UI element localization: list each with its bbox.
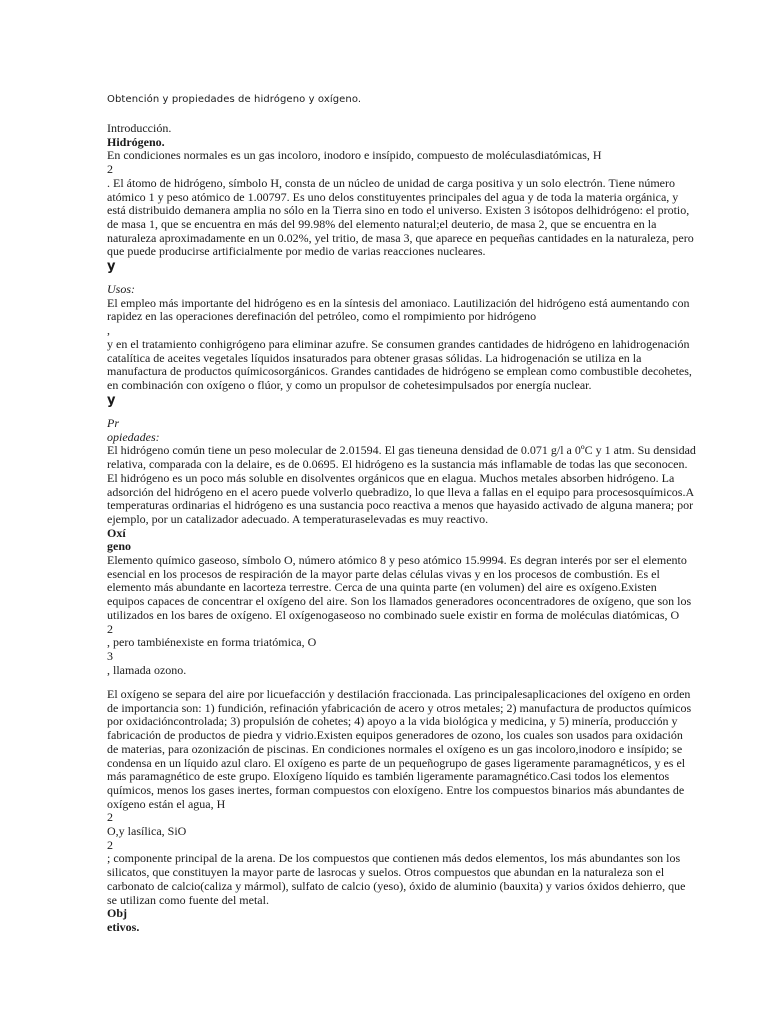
- section-propiedades-oxigeno: [107, 416, 696, 677]
- text-line: El oxígeno se separa del aire por licuefacción y destilación fraccionada. Las principalesaplicaciones del oxígeno en orden: [107, 687, 691, 701]
- text-line: 2: [107, 810, 113, 825]
- text-line: fabricación de productos de piedra y vidrio.Existen equipos generadores de ozono, los cuales son usados para oxidación: [107, 728, 683, 743]
- text-line: Pr: [107, 416, 119, 430]
- text-line: ejemplo, por un catalizador adecuado. A temperaturaselevadas es muy reactivo.: [107, 511, 489, 526]
- text-line: está distribuido demanera amplia no sólo en la Tierra sino en todo el universo. Existen 3 isótopos delhidrógeno: el protio,: [107, 203, 690, 218]
- text-line: de materias, para ozonización de piscinas. En condiciones normales el oxígeno es un gas incoloro,inodoro e insípido; se: [107, 741, 683, 756]
- separator-mark: y: [107, 259, 116, 275]
- text-line: rapidez en las operaciones derefinación del petróleo, como el rompimiento por hidrógeno: [107, 309, 537, 324]
- section-aplicaciones-oxigeno: [107, 687, 692, 935]
- section-heading: Oxí: [107, 525, 126, 540]
- text-line: se utilizan como fuente del metal.: [107, 892, 269, 907]
- text-line: relativa, comparada con la delaire, es de 0.0695. El hidrógeno es la sustancia más inflamable de todas las que seconocen.: [107, 457, 688, 472]
- text-line: 2: [107, 162, 113, 177]
- text-line: de importancia son: 1) fundición, refinación yfabricación de acero y otros metales; 2) manufactura de productos químicos: [107, 700, 692, 715]
- section-heading: geno: [107, 539, 131, 554]
- text-line: . El átomo de hidrógeno, símbolo H, consta de un núcleo de unidad de carga positiva y un solo electrón. Tiene número: [107, 175, 675, 190]
- text-line: El hidrógeno es un poco más soluble en disolventes orgánicos que en elagua. Muchos metales absorben hidrógeno. La: [107, 470, 675, 485]
- section-heading: Hidrógeno.: [107, 134, 165, 149]
- text-line: ,: [107, 323, 110, 338]
- text-line: temperaturas ordinarias el hidrógeno es una sustancia poco reactiva a menos que hayasido activado de alguna manera; por: [107, 498, 694, 513]
- section-hidrogeno: [107, 121, 694, 280]
- text-line: por oxidacióncontrolada; 3) propulsión de cohetes; 4) apoyo a la vida biológica y medicina, y 5) minería, producción y: [107, 714, 678, 729]
- text-line: y en el tratamiento conhigrógeno para eliminar azufre. Se consumen grandes cantidades de hidrógeno en lahidrogenación: [107, 336, 690, 351]
- text-line: El empleo más importante del hidrógeno es en la síntesis del amoniaco. Lautilización del hidrógeno está aumentando con: [107, 295, 690, 310]
- text-line: En condiciones normales es un gas incoloro, inodoro e insípido, compuesto de moléculasdiatómicas, H: [107, 148, 602, 163]
- text-line: , llamada ozono.: [107, 662, 187, 677]
- text-line: catalítica de aceites vegetales líquidos insaturados para obtener grasas sólidas. La hidrogenación se utiliza en la: [107, 350, 642, 365]
- text-line: El hidrógeno común tiene un peso molecular de 2.01594. El gas tieneuna densidad de 0.071 g/l a 0ºC y 1 atm. Su densidad: [107, 443, 696, 458]
- text-line: manufactura de productos químicosorgánicos. Grandes cantidades de hidrógeno se emplean como combustible decohetes,: [107, 364, 692, 379]
- text-line: utilizados en los bares de oxígeno. El oxígenogaseoso no combinado suele existir en forma de moléculas diatómicas, O: [107, 607, 680, 622]
- text-line: Elemento químico gaseoso, símbolo O, número atómico 8 y peso atómico 15.9994. Es degran interés por ser el elemento: [107, 553, 687, 568]
- text-line: que puede producirse artificialmente por medio de varias reacciones nucleares.: [107, 244, 486, 259]
- text-line: de masa 1, que se encuentra en más del 99.98% del elemento natural;el deuterio, de masa 2, que se encuentra en la: [107, 216, 657, 231]
- text-line: esencial en los procesos de respiración de la mayor parte delas células vivas y en los procesos de combustión. Es el: [107, 566, 660, 581]
- text-line: carbonato de calcio(caliza y mármol), sulfato de calcio (yeso), óxido de aluminio (bauxita) y varios óxidos dehierro, que: [107, 878, 686, 893]
- section-heading: etivos.: [107, 919, 140, 934]
- separator-mark: y: [107, 392, 116, 408]
- section-heading: Obj: [107, 906, 128, 921]
- document-title: Obtención y propiedades de hidrógeno y oxígeno.: [107, 94, 362, 105]
- text-line: , pero tambiénexiste en forma triatómica, O: [107, 635, 317, 650]
- text-line: más paramagnético de este grupo. Eloxígeno líquido es también ligeramente paramagnético.Casi todos los elementos: [107, 769, 670, 784]
- text-line: Introducción.: [107, 121, 172, 135]
- text-line: oxígeno están el agua, H: [107, 796, 226, 811]
- text-line: condensa en un líquido azul claro. El oxígeno es parte de un pequeñogrupo de gases ligeramente paramagnéticos, y es el: [107, 755, 686, 770]
- text-line: 2: [107, 621, 113, 636]
- text-line: atómico 1 y peso atómico de 1.00797. Es uno delos constituyentes principales del agua y de toda la materia orgánica, y: [107, 189, 679, 204]
- text-line: adsorción del hidrógeno en el acero puede volverlo quebradizo, lo que lleva a fallas en el equipo para procesosquímicos.A: [107, 484, 695, 499]
- text-line: ; componente principal de la arena. De los compuestos que contienen más dedos elementos, los más abundantes son los: [107, 851, 681, 866]
- text-line: elemento más abundante en lacorteza terrestre. Cerca de una quinta parte (en volumen) del aire es oxígeno.Existen: [107, 580, 657, 595]
- text-line: 2: [107, 837, 113, 852]
- text-line: Usos:: [107, 282, 136, 296]
- text-line: O,y lasílica, SiO: [107, 824, 187, 839]
- text-line: equipos capaces de concentrar el oxígeno del aire. Son los llamados generadores oconcentradores de oxígeno, que son los: [107, 594, 692, 609]
- text-line: opiedades:: [107, 429, 160, 444]
- text-line: en combinación con oxígeno o flúor, y como un propulsor de cohetesimpulsados por energía nuclear.: [107, 377, 592, 392]
- section-usos: [107, 282, 692, 414]
- text-line: silicatos, que constituyen la mayor parte de lasrocas y suelos. Otros compuestos que abundan en la naturaleza son el: [107, 865, 665, 880]
- text-line: naturaleza aproximadamente en un 0.02%, yel tritio, de masa 3, que aparece en pequeñas cantidades en la naturaleza, pero: [107, 230, 694, 245]
- text-line: químicos, menos los gases inertes, forman compuestos con eloxígeno. Entre los compuestos binarios más abundantes de: [107, 782, 685, 797]
- text-line: 3: [107, 648, 113, 663]
